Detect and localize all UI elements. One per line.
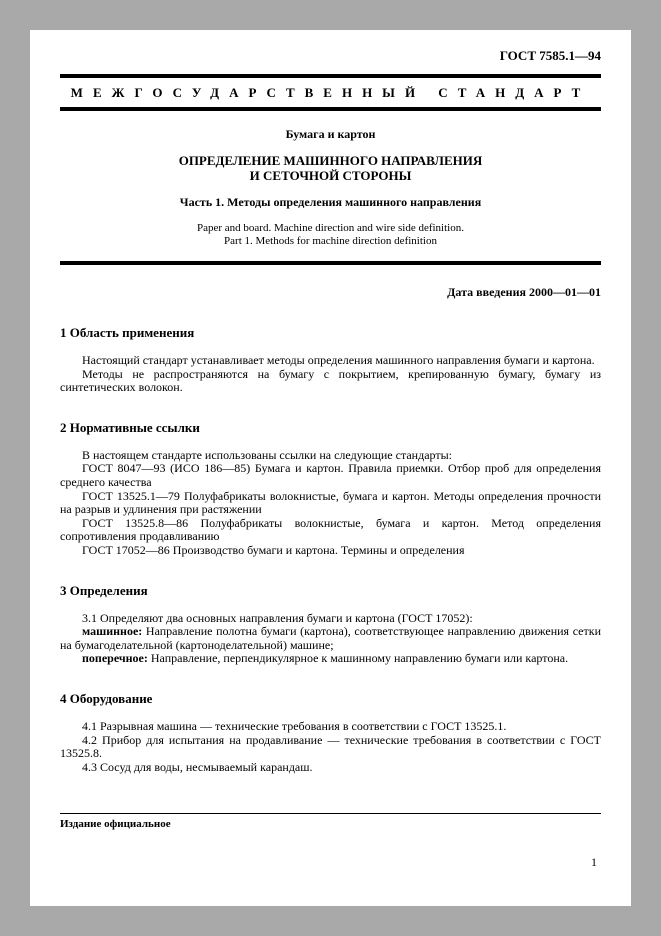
definition-text: Направление полотна бумаги (картона), соответствующее направлению движения сетки на бумагоделательной (картоноделательной) машине; [60, 624, 601, 652]
english-title [60, 222, 601, 248]
paragraph: Настоящий стандарт устанавливает методы определения машинного направления бумаги и картона. [82, 353, 595, 367]
reference-item: ГОСТ 8047—93 (ИСО 186—85) Бумага и картон. Правила приемки. Отбор проб для определения среднего качества [60, 461, 601, 489]
definition-cross-direction [60, 652, 601, 666]
section-normative-references [60, 420, 601, 558]
definition-term: поперечное: [82, 651, 148, 666]
divider-rule [60, 261, 601, 265]
definition-machine-direction [60, 625, 601, 652]
definition-text: Направление, перпендикулярное к машинному направлению бумаги или картона. [147, 651, 569, 666]
standard-banner [60, 74, 601, 111]
reference-item: ГОСТ 13525.8—86 Полуфабрикаты волокнистые, бумага и картон. Метод определения сопротивления продавливанию [60, 515, 601, 544]
paragraph: 3.1 Определяют два основных направления бумаги и картона (ГОСТ 17052): [82, 610, 473, 625]
footer [60, 813, 601, 830]
edition-note: Издание официальное [60, 818, 171, 830]
section-equipment [60, 691, 601, 774]
paragraph: 4.3 Сосуд для воды, несмываемый карандаш. [82, 759, 313, 774]
main-title [60, 153, 601, 183]
main-title-line1: ОПРЕДЕЛЕНИЕ МАШИННОГО НАПРАВЛЕНИЯ [178, 153, 483, 168]
section-heading: 1 Область применения [60, 325, 195, 340]
section-definitions [60, 583, 601, 666]
banner-text: МЕЖГОСУДАРСТВЕННЫЙ СТАНДАРТ [70, 85, 591, 100]
effective-date: Дата введения 2000—01—01 [447, 285, 601, 299]
paragraph: Методы не распространяются на бумагу с покрытием, крепированную бумагу, бумагу из синтетических волокон. [60, 366, 601, 395]
part-title: Часть 1. Методы определения машинного направления [179, 195, 482, 209]
reference-item: ГОСТ 17052—86 Производство бумаги и картона. Термины и определения [82, 542, 465, 557]
doc-number: ГОСТ 7585.1—94 [499, 48, 601, 63]
definition-term: машинное: [82, 624, 143, 639]
paragraph: 4.1 Разрывная машина — технические требования в соответствии с ГОСТ 13525.1. [82, 718, 507, 733]
english-title-line2: Part 1. Methods for machine direction definition [224, 235, 437, 247]
reference-item: ГОСТ 13525.1—79 Полуфабрикаты волокнистые, бумага и картон. Методы определения прочности на разрыв и удлинения при растяжении [60, 488, 601, 517]
main-title-line2: И СЕТОЧНОЙ СТОРОНЫ [249, 168, 412, 183]
section-heading: 2 Нормативные ссылки [60, 419, 200, 435]
section-heading: 3 Определения [60, 582, 148, 598]
paragraph: 4.2 Прибор для испытания на продавливание — технические требования в соответствии с ГОСТ 13525.8. [60, 732, 601, 761]
section-heading: 4 Оборудование [60, 690, 153, 706]
english-title-line1: Paper and board. Machine direction and wire side definition. [197, 222, 464, 234]
paragraph: В настоящем стандарте использованы ссылки на следующие стандарты: [82, 447, 453, 462]
document-page [30, 30, 631, 906]
subject-title: Бумага и картон [285, 127, 376, 141]
page-number: 1 [591, 855, 597, 869]
section-scope [60, 325, 601, 395]
